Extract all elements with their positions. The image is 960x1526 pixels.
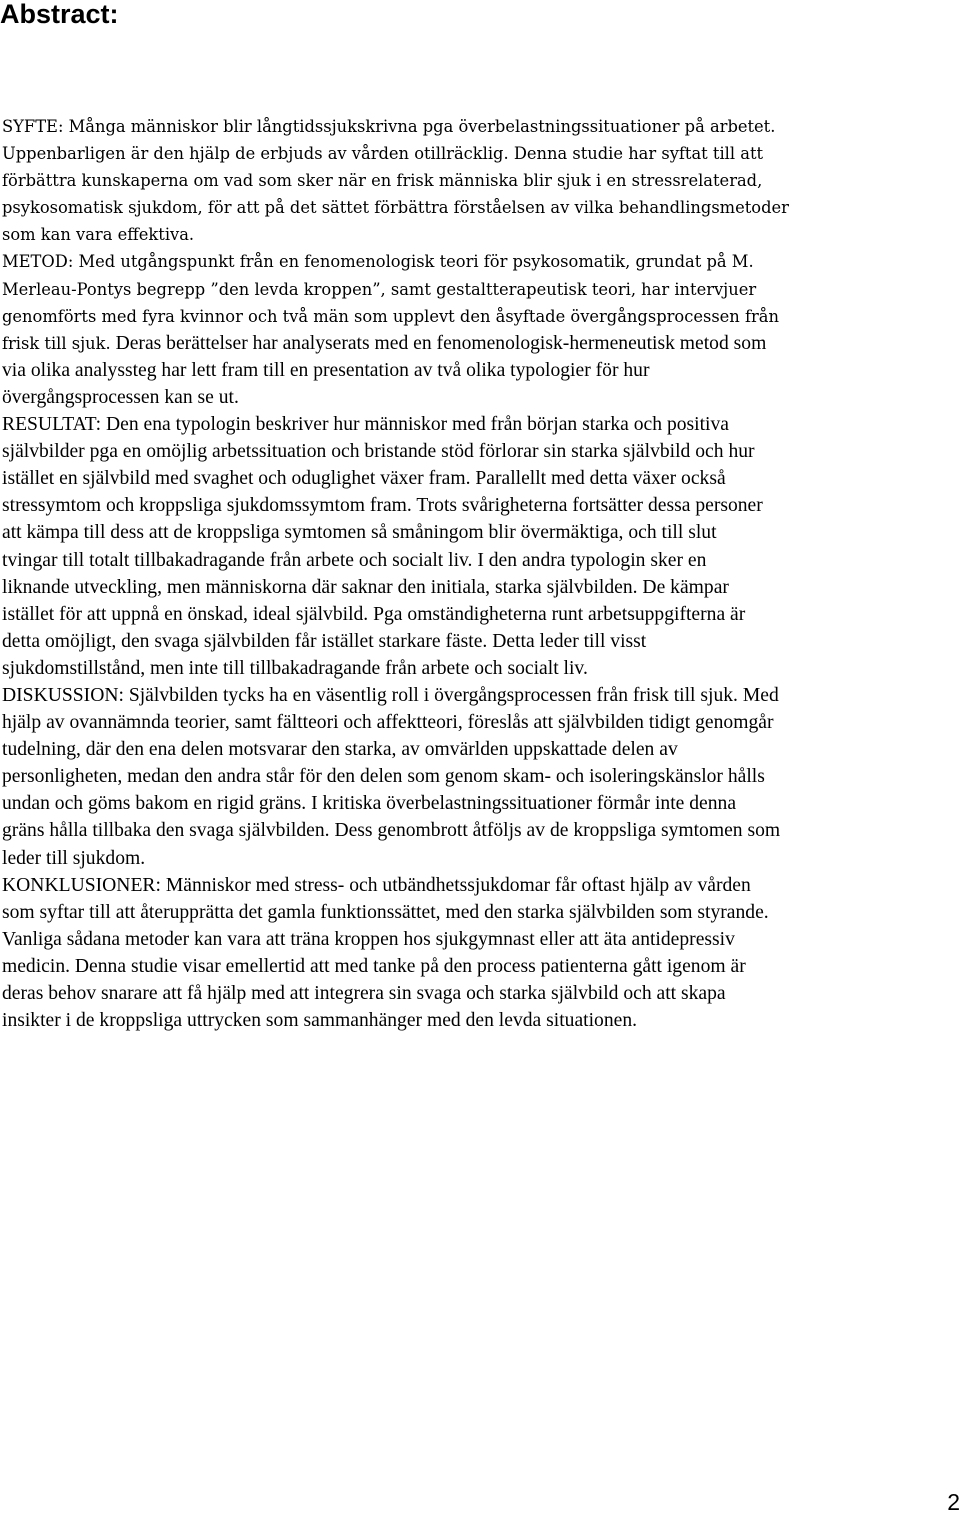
abstract-line: [2, 926, 958, 953]
abstract-line: [2, 1007, 958, 1034]
abstract-text-segment: medicin. Denna studie visar emellertid att med tanke på den process patienterna gått igenom är: [2, 955, 746, 977]
abstract-line: [2, 276, 958, 303]
abstract-line: [2, 519, 958, 546]
page-number: 2: [947, 1489, 960, 1515]
abstract-line: [2, 736, 958, 763]
abstract-text-segment: som kan vara effektiva.: [2, 225, 195, 245]
abstract-text-segment: att kämpa till dess att de kroppsliga symtomen så småningom blir övermäktiga, och till slut: [2, 522, 717, 544]
abstract-line: [2, 628, 958, 655]
abstract-line: [2, 953, 958, 980]
abstract-line: [2, 763, 958, 790]
abstract-text-segment: undan och göms bakom en rigid gräns. I kritiska överbelastningssituationer förmår inte denna: [2, 793, 737, 815]
abstract-text-segment: tudelning, där den ena delen motsvarar den starka, av omvärlden uppskattade delen av: [2, 739, 678, 761]
abstract-line: [2, 248, 958, 275]
abstract-text-segment: detta omöjligt, den svaga självbilden får istället starkare fäste. Detta leder till visst: [2, 630, 647, 652]
abstract-line: [2, 574, 958, 601]
abstract-line: [2, 980, 958, 1007]
abstract-body: [2, 113, 958, 1034]
abstract-text-segment: självbilder pga en omöjlig arbetssituation och bristande stöd förlorar sin starka självbild och hur: [2, 441, 755, 463]
abstract-text-segment: övergångsprocessen kan se ut.: [2, 386, 239, 408]
abstract-text-segment: istället en självbild med svaghet och oduglighet växer fram. Parallellt med detta växer också: [2, 468, 726, 490]
abstract-line: [2, 655, 958, 682]
abstract-text-segment: sjukdomstillstånd, men inte till tillbakadragande från arbete och socialt liv.: [2, 657, 588, 679]
abstract-line: [2, 140, 958, 167]
abstract-line: [2, 547, 958, 574]
abstract-text-segment: SYFTE: Många människor blir långtidssjukskrivna pga överbelastningssituationer på arbetet.: [2, 117, 776, 136]
abstract-line: [2, 167, 958, 194]
abstract-heading: Abstract:: [0, 0, 119, 29]
abstract-text-segment: liknande utveckling, men människorna där saknar den initiala, starka självbilden. De kämpar: [2, 576, 729, 598]
abstract-line: [2, 709, 958, 736]
abstract-text-segment: förbättra kunskaperna om vad som sker när en frisk människa blir sjuk i en stressrelaterad,: [2, 171, 763, 191]
abstract-text-segment: insikter i de kroppsliga uttrycken som sammanhänger med den levda situationen.: [2, 1010, 638, 1032]
abstract-text-segment: stressymtom och kroppsliga sjukdomssymtom fram. Trots svårigheterna fortsätter dessa personer: [2, 495, 763, 517]
abstract-text-segment: genomförts med fyra kvinnor och två män som upplevt den åsyftade övergångsprocessen från: [2, 306, 779, 326]
abstract-line: [2, 438, 958, 465]
abstract-line: [2, 384, 958, 411]
abstract-line: [2, 817, 958, 844]
abstract-line: [2, 411, 958, 438]
abstract-line: [2, 330, 958, 357]
abstract-text-segment: METOD: Med utgångspunkt från en fenomenologisk teori för psykosomatik, grundat på M.: [2, 252, 754, 272]
abstract-text-segment: frisk till sjuk.: [2, 333, 111, 353]
abstract-line: [2, 194, 958, 221]
abstract-text-segment: Uppenbarligen är den hjälp de erbjuds av vården otillräcklig. Denna studie har syftat till att: [2, 144, 764, 164]
abstract-line: [2, 221, 958, 248]
abstract-text-segment: tvingar till totalt tillbakadragande från arbete och socialt liv. I den andra typologin sker en: [2, 549, 707, 571]
abstract-text-segment: RESULTAT:: [2, 414, 102, 436]
abstract-line: [2, 357, 958, 384]
abstract-line: [2, 113, 958, 140]
abstract-text-segment: Deras berättelser har analyserats med en fenomenologisk-hermeneutisk metod som: [110, 332, 767, 354]
abstract-line: [2, 899, 958, 926]
abstract-line: [2, 872, 958, 899]
abstract-line: [2, 303, 958, 330]
abstract-line: [2, 682, 958, 709]
abstract-line: [2, 845, 958, 872]
abstract-text-segment: DISKUSSION: Självbilden tycks ha en väsentlig roll i övergångsprocessen från frisk till sjuk. Med: [2, 684, 779, 706]
abstract-line: [2, 465, 958, 492]
abstract-text-segment: personligheten, medan den andra står för den delen som genom skam- och isoleringskänslor hålls: [2, 766, 765, 788]
abstract-text-segment: hjälp av ovannämnda teorier, samt fältteori och affektteori, föreslås att självbilden tidigt genomgår: [2, 712, 774, 734]
abstract-text-segment: Merleau-Pontys begrepp ”den levda kroppen”, samt gestaltterapeutisk teori, har intervjuer: [2, 279, 757, 299]
abstract-text-segment: deras behov snarare att få hjälp med att integrera sin svaga och starka självbild och att skapa: [2, 983, 726, 1004]
abstract-line: [2, 790, 958, 817]
abstract-text-segment: psykosomatisk sjukdom, för att på det sättet förbättra förståelsen av vilka behandlingsmetoder: [2, 198, 789, 218]
abstract-text-segment: Den ena typologin beskriver hur människor med från början starka och positiva: [101, 414, 729, 436]
abstract-text-segment: leder till sjukdom.: [2, 847, 146, 869]
abstract-text-segment: gräns hålla tillbaka den svaga självbilden. Dess genombrott åtföljs av de kroppsliga symtomen som: [2, 820, 781, 842]
abstract-text-segment: som syftar till att återupprätta det gamla funktionssättet, med den starka självbilden som styrande.: [2, 901, 769, 923]
abstract-line: [2, 492, 958, 519]
abstract-text-segment: Vanliga sådana metoder kan vara att träna kroppen hos sjukgymnast eller att äta antidepressiv: [2, 928, 735, 950]
abstract-text-segment: KONKLUSIONER: Människor med stress- och utbändhetssjukdomar får oftast hjälp av vården: [2, 874, 751, 896]
abstract-text-segment: via olika analyssteg har lett fram till en presentation av två olika typologier för hur: [2, 359, 650, 381]
abstract-text-segment: istället för att uppnå en önskad, ideal självbild. Pga omständigheterna runt arbetsuppgifterna är: [2, 603, 746, 625]
abstract-line: [2, 601, 958, 628]
